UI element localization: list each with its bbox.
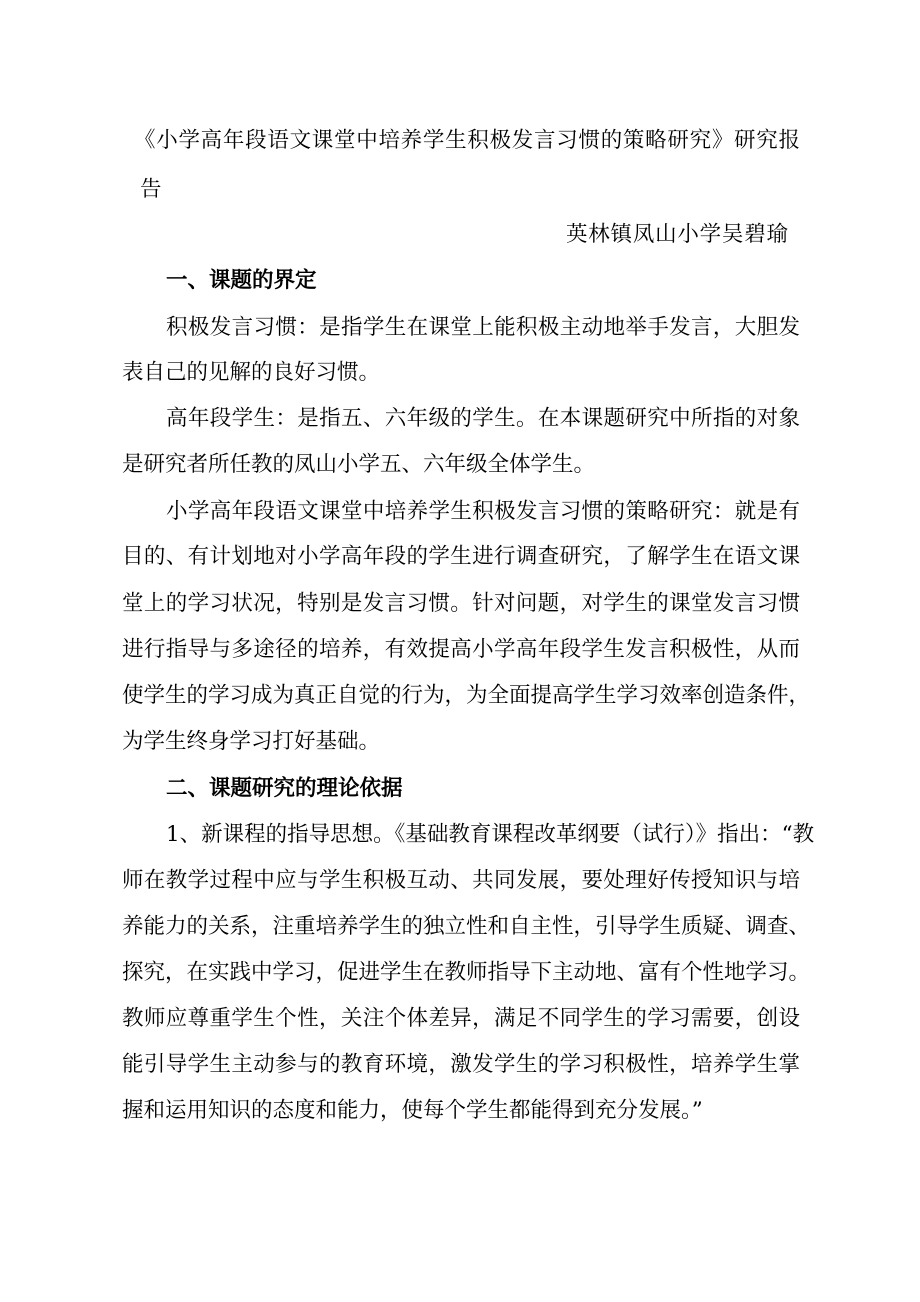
paragraph-line: 握和运用知识的态度和能力，使每个学生都能得到充分发展。” — [122, 1098, 703, 1123]
paragraph-line: 进行指导与多途径的培养，有效提高小学高年段学生发言积极性，从而 — [122, 637, 800, 662]
paragraph-line: 堂上的学习状况，特别是发言习惯。针对问题，对学生的课堂发言习惯 — [122, 591, 800, 616]
paragraph-line: 养能力的关系，注重培养学生的独立性和自主性，引导学生质疑、调查、 — [122, 914, 811, 939]
paragraph-line: 教师应尊重学生个性，关注个体差异，满足不同学生的学习需要，创设 — [122, 1006, 800, 1031]
paragraph-line: 是研究者所任教的凤山小学五、六年级全体学生。 — [122, 452, 596, 477]
paragraph-line: 表自己的见解的良好习惯。 — [122, 360, 381, 385]
document-title-continuation: 告 — [140, 177, 162, 202]
paragraph-line: 能引导学生主动参与的教育环境，激发学生的学习积极性，培养学生掌 — [122, 1052, 800, 1077]
paragraph-line: 探究，在实践中学习，促进学生在教师指导下主动地、富有个性地学习。 — [122, 960, 811, 985]
paragraph-line: 高年段学生：是指五、六年级的学生。在本课题研究中所指的对象 — [166, 406, 800, 431]
paragraph-line: 小学高年段语文课堂中培养学生积极发言习惯的策略研究：就是有 — [166, 499, 800, 524]
document-title: 《小学高年段语文课堂中培养学生积极发言习惯的策略研究》研究报 — [134, 128, 800, 153]
paragraph-line: 师在教学过程中应与学生积极互动、共同发展，要处理好传授知识与培 — [122, 868, 800, 893]
document-author: 英林镇凤山小学吴碧瑜 — [566, 222, 788, 247]
section-heading-theoretical-basis: 二、课题研究的理论依据 — [166, 776, 403, 801]
paragraph-line: 积极发言习惯：是指学生在课堂上能积极主动地举手发言，大胆发 — [166, 315, 800, 340]
section-heading-definition: 一、课题的界定 — [166, 268, 317, 293]
paragraph-line: 1、新课程的指导思想。《基础教育课程改革纲要（试行）》指出：“教 — [166, 822, 815, 847]
paragraph-line: 为学生终身学习打好基础。 — [122, 729, 381, 754]
paragraph-line: 使学生的学习成为真正自觉的行为，为全面提高学生学习效率创造条件， — [122, 683, 811, 708]
paragraph-line: 目的、有计划地对小学高年段的学生进行调查研究，了解学生在语文课 — [122, 544, 800, 569]
